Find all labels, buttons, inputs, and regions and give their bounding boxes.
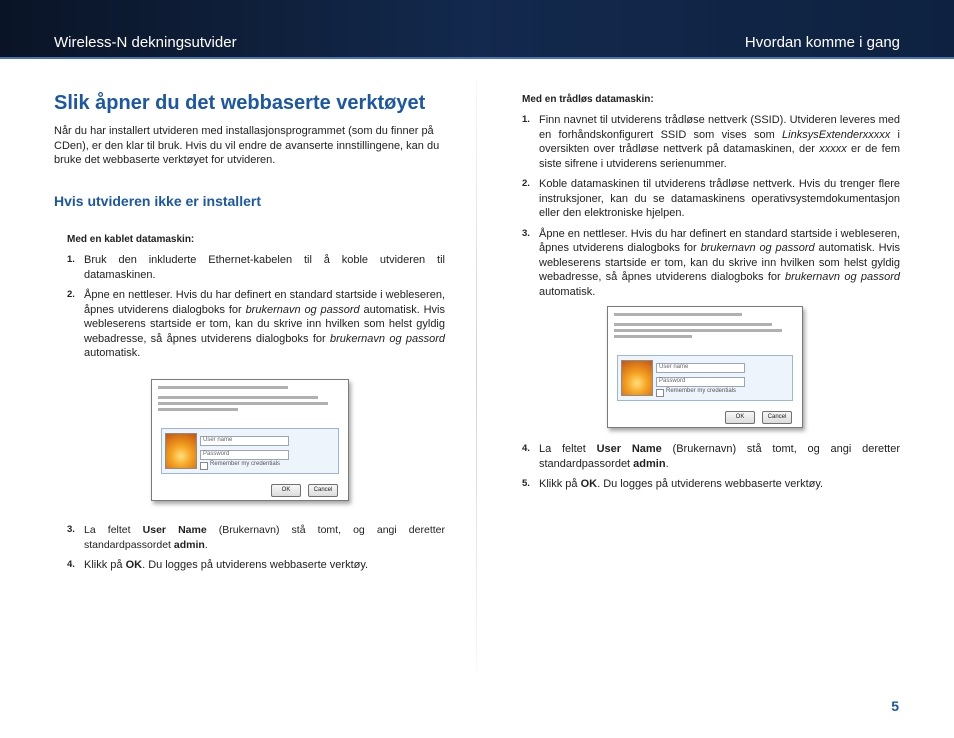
dialog-text-line bbox=[158, 408, 238, 411]
username-field[interactable]: User name bbox=[656, 363, 745, 373]
dialog-text-line bbox=[614, 313, 742, 316]
password-field[interactable]: Password bbox=[200, 450, 289, 460]
dialog-text-line bbox=[158, 402, 328, 405]
remember-label: Remember my credentials bbox=[210, 461, 281, 467]
login-dialog-screenshot bbox=[607, 306, 803, 428]
section-subtitle: Hvis utvideren ikke er installert bbox=[54, 193, 261, 209]
password-field[interactable]: Password bbox=[656, 377, 745, 387]
header-section-title: Hvordan komme i gang bbox=[744, 34, 900, 51]
credentials-box bbox=[161, 428, 339, 474]
user-avatar-icon bbox=[165, 433, 197, 469]
username-field[interactable]: User name bbox=[200, 436, 289, 446]
remember-label: Remember my credentials bbox=[666, 388, 737, 394]
wireless-steps-list bbox=[522, 113, 900, 305]
wired-label: Med en kablet datamaskin: bbox=[67, 234, 195, 245]
wired-steps-list bbox=[67, 253, 445, 367]
wired-step-3: 3. La feltet User Name (Brukernavn) stå tomt, og angi deretter standardpassordet admin. bbox=[67, 524, 445, 551]
login-dialog-screenshot bbox=[151, 379, 349, 501]
ok-button[interactable]: OK bbox=[271, 484, 301, 497]
wireless-step-2: 2. Koble datamaskinen til utviderens trådløse nettverk. Hvis du trenger flere instruksjoner, kan du se datamaskinens operativsystemdokumentasjon eller den elektroniske hjelpen. bbox=[522, 178, 900, 219]
cancel-button[interactable]: Cancel bbox=[308, 484, 338, 497]
column-divider bbox=[476, 80, 477, 670]
wireless-step-3: 3. Åpne en nettleser. Hvis du har definert en standard startside i webleseren, åpnes utviderens dialogboks for brukernavn og passord automatisk. Hvis webleserens startside er tom, kan du skrive inn hvilken som helst gyldig webadresse, så åpnes utviderens dialogboks for brukernavn og passord automatisk. bbox=[522, 227, 901, 298]
ok-button[interactable]: OK bbox=[725, 411, 755, 424]
user-avatar-icon bbox=[621, 360, 653, 396]
credentials-box bbox=[617, 355, 793, 401]
wired-steps-list-continued bbox=[67, 523, 445, 579]
wired-step-4: 4. Klikk på OK. Du logges på utviderens webbaserte verktøy. bbox=[67, 559, 369, 571]
dialog-text-line bbox=[614, 329, 782, 332]
wireless-step-4: 4. La feltet User Name (Brukernavn) stå tomt, og angi deretter standardpassordet admin. bbox=[522, 443, 900, 470]
wireless-steps-list-continued bbox=[522, 442, 900, 498]
dialog-text-line bbox=[614, 335, 692, 338]
remember-checkbox[interactable] bbox=[656, 389, 664, 397]
wireless-step-5: 5. Klikk på OK. Du logges på utviderens webbaserte verktøy. bbox=[522, 478, 824, 490]
intro-paragraph: Når du har installert utvideren med installasjonsprogrammet (som du finner på CDen), er den klar til bruk. Hvis du vil endre de avanserte innstillingene, kan du bruke det webbaserte verktøyet for utvideren. bbox=[54, 125, 440, 166]
dialog-text-line bbox=[614, 323, 772, 326]
header-product-title: Wireless-N dekningsutvider bbox=[54, 34, 237, 51]
wireless-label: Med en trådløs datamaskin: bbox=[522, 94, 654, 105]
page-number: 5 bbox=[891, 698, 899, 714]
cancel-button[interactable]: Cancel bbox=[762, 411, 792, 424]
wired-step-1: 1. Bruk den inkluderte Ethernet-kabelen til å koble utvideren til datamaskinen. bbox=[67, 254, 445, 281]
wireless-step-1: 1. Finn navnet til utviderens trådløse nettverk (SSID). Utvideren leveres med en forhåndskonfigurert SSID som vises som LinksysExtenderxxxxx i oversikten over trådløse nettverk på datamaskinen, der xxxxx er de fem siste sifrene i utviderens serienummer. bbox=[522, 114, 900, 170]
header-rule bbox=[0, 57, 954, 59]
dialog-text-line bbox=[158, 396, 318, 399]
page-header bbox=[0, 0, 954, 57]
wired-step-2: 2. Åpne en nettleser. Hvis du har definert en standard startside i webleseren, åpnes utviderens dialogboks for brukernavn og passord automatisk. Hvis webleserens startside er tom, kan du skrive inn hvilken som helst gyldig webadresse, så åpnes utviderens dialogboks for brukernavn og passord automatisk. bbox=[67, 289, 446, 359]
page-title: Slik åpner du det webbaserte verktøyet bbox=[54, 92, 426, 114]
remember-checkbox[interactable] bbox=[200, 462, 208, 470]
dialog-text-line bbox=[158, 386, 288, 389]
